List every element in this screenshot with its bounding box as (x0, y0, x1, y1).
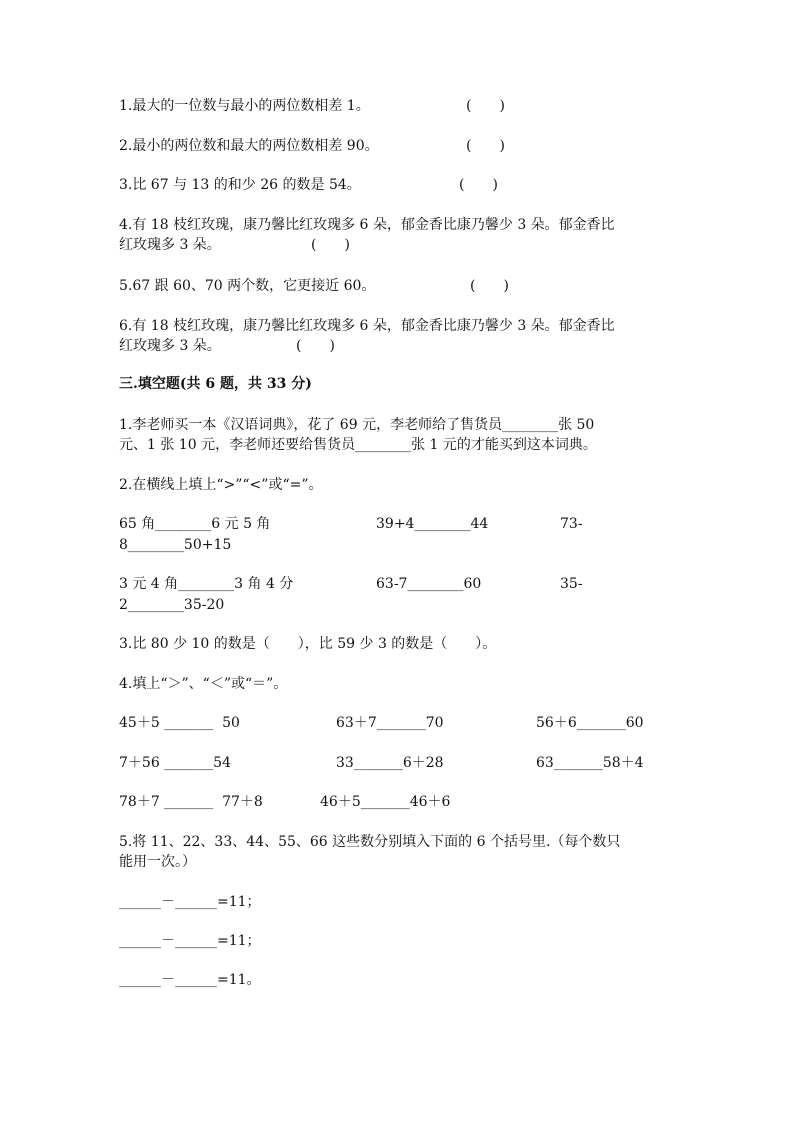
fill-q5-line1: 5.将 11、22、33、44、55、66 这些数分别填入下面的 6 个括号里.（每个数只 (119, 834, 621, 850)
judge-q1: 1.最大的一位数与最小的两位数相差 1。 (119, 98, 370, 114)
fill-q5-line2: 能用一次。） (119, 854, 196, 870)
fill-q5-equation: ______－______=11； (119, 894, 261, 910)
fill-q5-equation: ______－______=11。 (119, 972, 261, 988)
fill-q5-equation: ______－______=11； (119, 933, 261, 949)
fill-q2-item: 39+4________44 (376, 516, 489, 532)
fill-q4-item: 46＋5_______46＋6 (320, 794, 451, 810)
fill-q2-item: 63-7________60 (376, 576, 482, 592)
fill-q4-item: 56＋6_______60 (536, 715, 644, 731)
fill-q4-item: 63_______58＋4 (536, 755, 644, 771)
fill-q1-line1: 1.李老师买一本《汉语词典》，花了 69 元，李老师给了售货员________张 50 (119, 417, 595, 433)
judge-q6-line1: 6.有 18 枝红玫瑰，康乃馨比红玫瑰多 6 朵，郁金香比康乃馨少 3 朵。郁金香比 (119, 318, 615, 334)
judge-q3: 3.比 67 与 13 的和少 26 的数是 54。 (119, 177, 361, 193)
fill-q2-item: 8________50+15 (119, 537, 232, 553)
fill-q4-item: 78＋7 _______ 77＋8 (119, 794, 263, 810)
fill-q4-title: 4.填上“＞”、“＜”或“＝”。 (119, 676, 288, 692)
judge-q5-answer[interactable]: ( ) (470, 278, 509, 294)
fill-q4-item: 63＋7_______70 (336, 715, 444, 731)
fill-q4-item: 33_______6＋28 (336, 755, 444, 771)
judge-q1-answer[interactable]: ( ) (466, 98, 505, 114)
fill-q2-item: 2________35-20 (119, 597, 225, 613)
section-title: 三.填空题(共 6 题，共 33 分) (119, 376, 312, 392)
fill-q2-item: 3 元 4 角________3 角 4 分 (119, 576, 294, 592)
fill-q2-title: 2.在横线上填上“>”“<”或“=”。 (119, 477, 323, 493)
fill-q3: 3.比 80 少 10 的数是（ ），比 59 少 3 的数是（ ）。 (119, 636, 497, 652)
judge-q4-answer[interactable]: ( ) (311, 237, 350, 253)
judge-q2: 2.最小的两位数和最大的两位数相差 90。 (119, 138, 379, 154)
judge-q5: 5.67 跟 60、70 两个数，它更接近 60。 (119, 278, 376, 294)
fill-q2-item: 35- (560, 576, 583, 592)
judge-q3-answer[interactable]: ( ) (459, 177, 498, 193)
judge-q6-line2: 红玫瑰多 3 朵。 (119, 338, 221, 354)
fill-q2-item: 65 角________6 元 5 角 (119, 516, 271, 532)
judge-q4-line1: 4.有 18 枝红玫瑰，康乃馨比红玫瑰多 6 朵，郁金香比康乃馨少 3 朵。郁金香比 (119, 217, 615, 233)
fill-q2-item: 73- (560, 516, 583, 532)
fill-q1-line2: 元、1 张 10 元，李老师还要给售货员________张 1 元的才能买到这本词典。 (119, 437, 597, 453)
judge-q4-line2: 红玫瑰多 3 朵。 (119, 237, 221, 253)
fill-q4-item: 45＋5 _______ 50 (119, 715, 240, 731)
fill-q4-item: 7＋56 _______54 (119, 755, 231, 771)
judge-q2-answer[interactable]: ( ) (466, 138, 505, 154)
judge-q6-answer[interactable]: ( ) (296, 338, 335, 354)
